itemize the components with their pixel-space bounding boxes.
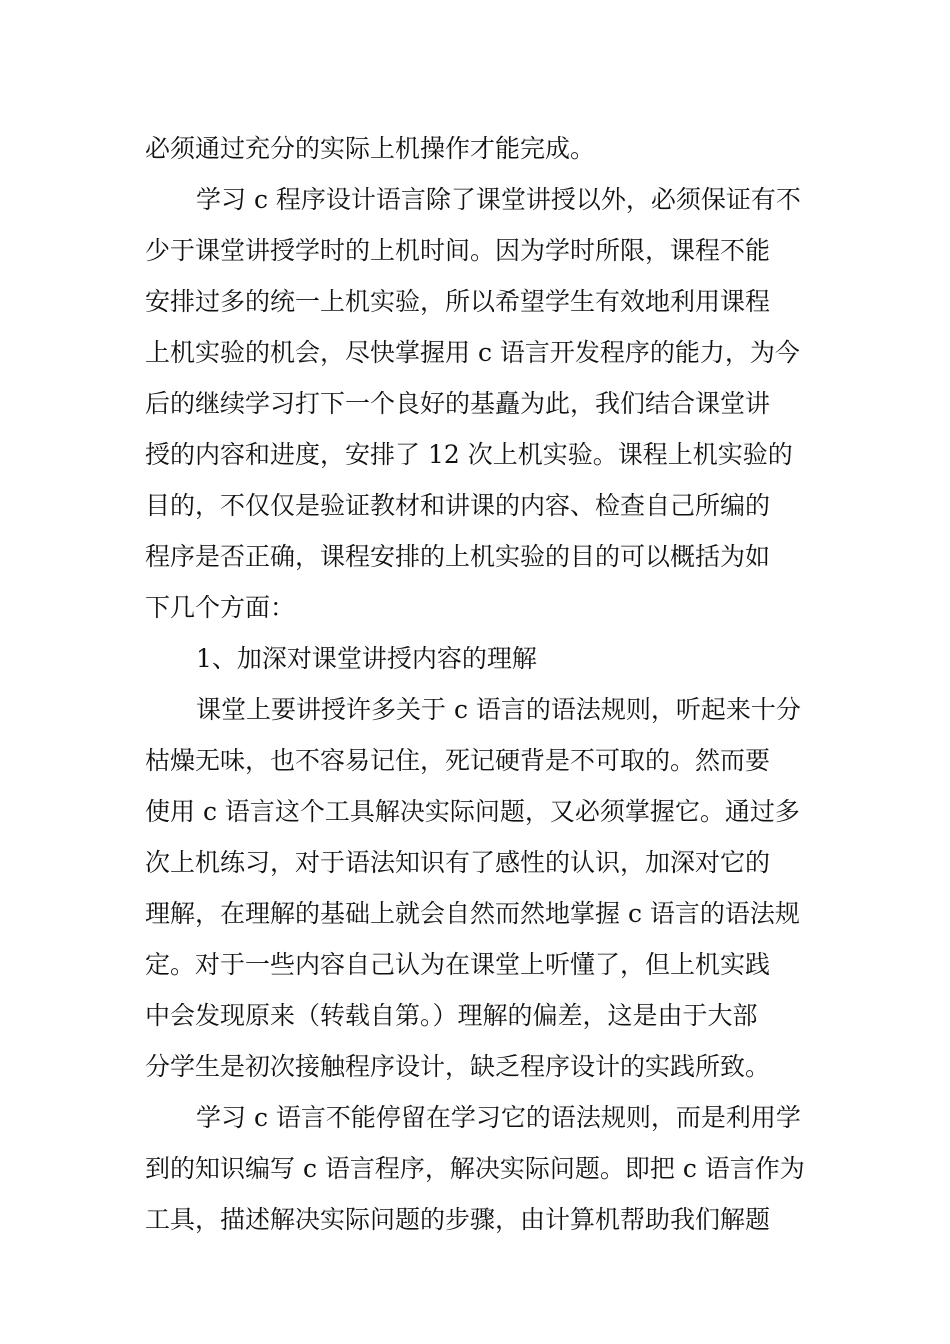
text-line: 安排过多的统一上机实验，所以希望学生有效地利用课程	[145, 287, 771, 316]
text-line: 中会发现原来（转载自第。）理解的偏差，这是由于大部	[145, 1001, 758, 1030]
text-line: 理解，在理解的基础上就会自然而然地掌握 c 语言的语法规	[145, 899, 800, 928]
text-line: 目的，不仅仅是验证教材和讲课的内容、检查自己所编的	[145, 491, 771, 520]
text-line: 定。对于一些内容自己认为在课堂上听懂了，但上机实践	[145, 950, 771, 979]
text-line: 上机实验的机会，尽快掌握用 c 语言开发程序的能力，为今	[145, 338, 800, 367]
text-line: 必须通过充分的实际上机操作才能完成。	[145, 134, 596, 163]
text-line: 少于课堂讲授学时的上机时间。因为学时所限，课程不能	[145, 236, 771, 265]
text-line: 后的继续学习打下一个良好的基矗为此，我们结合课堂讲	[145, 389, 771, 418]
text-line: 学习 c 语言不能停留在学习它的语法规则，而是利用学	[196, 1103, 801, 1132]
text-line: 学习 c 程序设计语言除了课堂讲授以外，必须保证有不	[196, 185, 801, 214]
section-heading: 1、加深对课堂讲授内容的理解	[196, 644, 537, 673]
text-line: 下几个方面：	[145, 593, 296, 622]
text-line: 次上机练习，对于语法知识有了感性的认识，加深对它的	[145, 848, 771, 877]
text-line: 工具，描述解决实际问题的步骤，由计算机帮助我们解题	[145, 1205, 771, 1234]
text-line: 程序是否正确，课程安排的上机实验的目的可以概括为如	[145, 542, 771, 571]
text-line: 授的内容和进度，安排了 12 次上机实验。课程上机实验的	[145, 440, 793, 469]
text-line: 到的知识编写 c 语言程序，解决实际问题。即把 c 语言作为	[145, 1154, 805, 1183]
text-line: 使用 c 语言这个工具解决实际问题，又必须掌握它。通过多	[145, 797, 800, 826]
text-line: 课堂上要讲授许多关于 c 语言的语法规则，听起来十分	[196, 695, 801, 724]
text-line: 分学生是初次接触程序设计，缺乏程序设计的实践所致。	[145, 1052, 771, 1081]
text-line: 枯燥无味，也不容易记住，死记硬背是不可取的。然而要	[145, 746, 771, 775]
